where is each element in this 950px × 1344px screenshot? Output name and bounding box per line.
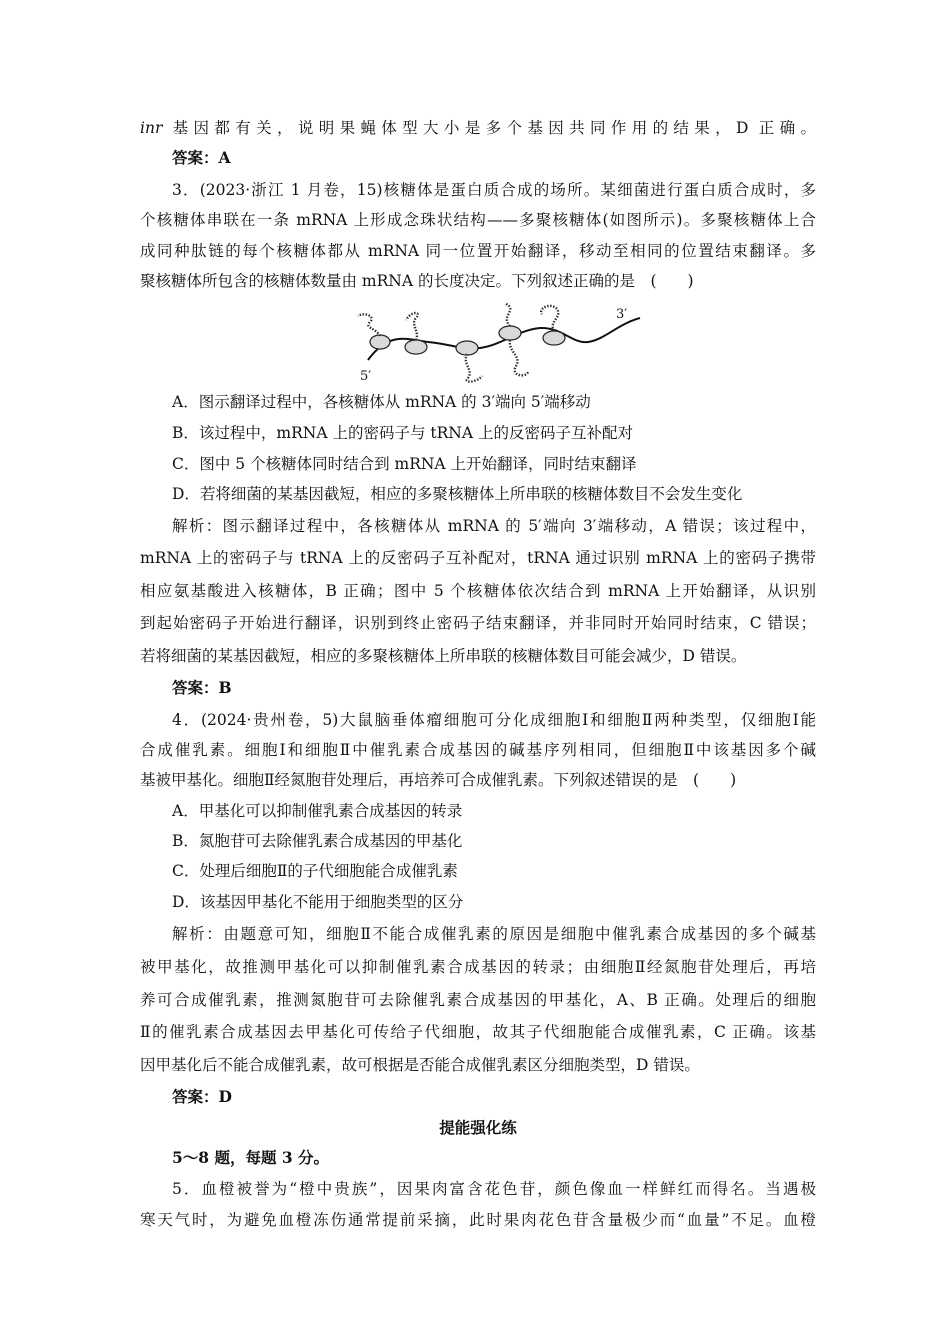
answer-line: 答案：A [172, 148, 231, 167]
option-d: D．该基因甲基化不能用于细胞类型的区分 [172, 893, 464, 911]
question-3-text: 个核糖体串联在一条 mRNA 上形成念珠状结构——多聚核糖体(如图所示)。多聚核糖体上合 [140, 211, 816, 229]
question-3-text: 成同种肽链的每个核糖体都从 mRNA 同一位置开始翻译，移动至相同的位置结束翻译。多 [140, 242, 816, 260]
analysis-text: 因甲基化后不能合成催乳素，故可根据是否能合成催乳素区分细胞类型，D 错误。 [140, 1056, 700, 1074]
option-b: B．该过程中，mRNA 上的密码子与 tRNA 上的反密码子互补配对 [172, 424, 633, 442]
option-a: A．图示翻译过程中，各核糖体从 mRNA 的 3′端向 5′端移动 [172, 393, 591, 411]
analysis-text: mRNA 上的密码子与 tRNA 上的反密码子互补配对，tRNA 通过识别 mRNA 上的密码子携带 [140, 549, 816, 567]
option-b: B．氮胞苷可去除催乳素合成基因的甲基化 [172, 832, 463, 850]
ribosome [456, 341, 478, 355]
analysis-text: 若将细菌的某基因截短，相应的多聚核糖体上所串联的核糖体数目可能会减少，D 错误。 [140, 647, 747, 665]
answer-line: 答案：B [172, 678, 232, 697]
peptide-chain [358, 314, 380, 336]
label-3prime: 3′ [616, 307, 628, 322]
ribosome [405, 340, 427, 354]
question-3-text: 3．(2023·浙江 1 月卷，15)核糖体是蛋白质合成的场所。某细菌进行蛋白质合成时，多 [172, 181, 816, 199]
label-5prime: 5′ [360, 369, 372, 384]
analysis-text: 养可合成催乳素，推测氮胞苷可去除催乳素合成基因的甲基化，A、B 正确。处理后的细胞 [140, 991, 816, 1009]
ribosome [543, 331, 565, 345]
text-line: inr 基因都有关，说明果蝇体型大小是多个基因共同作用的结果，D 正确。 [140, 119, 816, 137]
ribosome [499, 326, 521, 340]
question-5-text: 5．血橙被誉为“橙中贵族”，因果肉富含花色苷，颜色像血一样鲜红而得名。当遇极 [172, 1180, 816, 1198]
analysis-text: 到起始密码子开始进行翻译，识别到终止密码子结束翻译，并非同时开始同时结束，C 错误； [140, 614, 816, 632]
section-heading: 提能强化练 [439, 1118, 517, 1137]
question-4-text: 合成催乳素。细胞Ⅰ和细胞Ⅱ中催乳素合成基因的碱基序列相同，但细胞Ⅱ中该基因多个碱 [140, 741, 816, 759]
question-5-text: 寒天气时，为避免血橙冻伤通常提前采摘，此时果肉花色苷含量极少而“血量”不足。血橙 [140, 1211, 816, 1229]
analysis-text: 相应氨基酸进入核糖体，B 正确；图中 5 个核糖体依次结合到 mRNA 上开始翻译，从识别 [140, 582, 816, 600]
analysis-text: 解析：图示翻译过程中，各核糖体从 mRNA 的 5′端向 3′端移动，A 错误；该过程中， [172, 517, 816, 535]
peptide-chain [466, 354, 482, 382]
option-a: A．甲基化可以抑制催乳素合成基因的转录 [172, 802, 463, 820]
option-c: C．图中 5 个核糖体同时结合到 mRNA 上开始翻译，同时结束翻译 [172, 455, 637, 473]
score-note: 5～8 题，每题 3 分。 [172, 1148, 330, 1167]
question-4-text: 4．(2024·贵州卷，5)大鼠脑垂体瘤细胞可分化成细胞Ⅰ和细胞Ⅱ两种类型，仅细胞Ⅰ能 [172, 711, 816, 729]
peptide-chain [406, 313, 418, 340]
question-4-text: 基被甲基化。细胞Ⅱ经氮胞苷处理后，再培养可合成催乳素。下列叙述错误的是 ( ) [140, 771, 737, 789]
answer-line: 答案：D [172, 1087, 232, 1106]
analysis-text: 被甲基化，故推测甲基化可以抑制催乳素合成基因的转录；由细胞Ⅱ经氮胞苷处理后，再培 [140, 958, 816, 976]
option-c: C．处理后细胞Ⅱ的子代细胞能合成催乳素 [172, 862, 458, 880]
analysis-text: Ⅱ的催乳素合成基因去甲基化可传给子代细胞，故其子代细胞能合成催乳素，C 正确。该基 [140, 1023, 816, 1041]
analysis-text: 解析：由题意可知，细胞Ⅱ不能合成催乳素的原因是细胞中催乳素合成基因的多个碱基 [172, 925, 816, 943]
ribosome [370, 335, 390, 349]
polyribosome-figure [350, 300, 650, 384]
option-d: D．若将细菌的某基因截短，相应的多聚核糖体上所串联的核糖体数目不会发生变化 [172, 485, 743, 503]
question-3-text: 聚核糖体所包含的核糖体数量由 mRNA 的长度决定。下列叙述正确的是 ( ) [140, 272, 694, 290]
